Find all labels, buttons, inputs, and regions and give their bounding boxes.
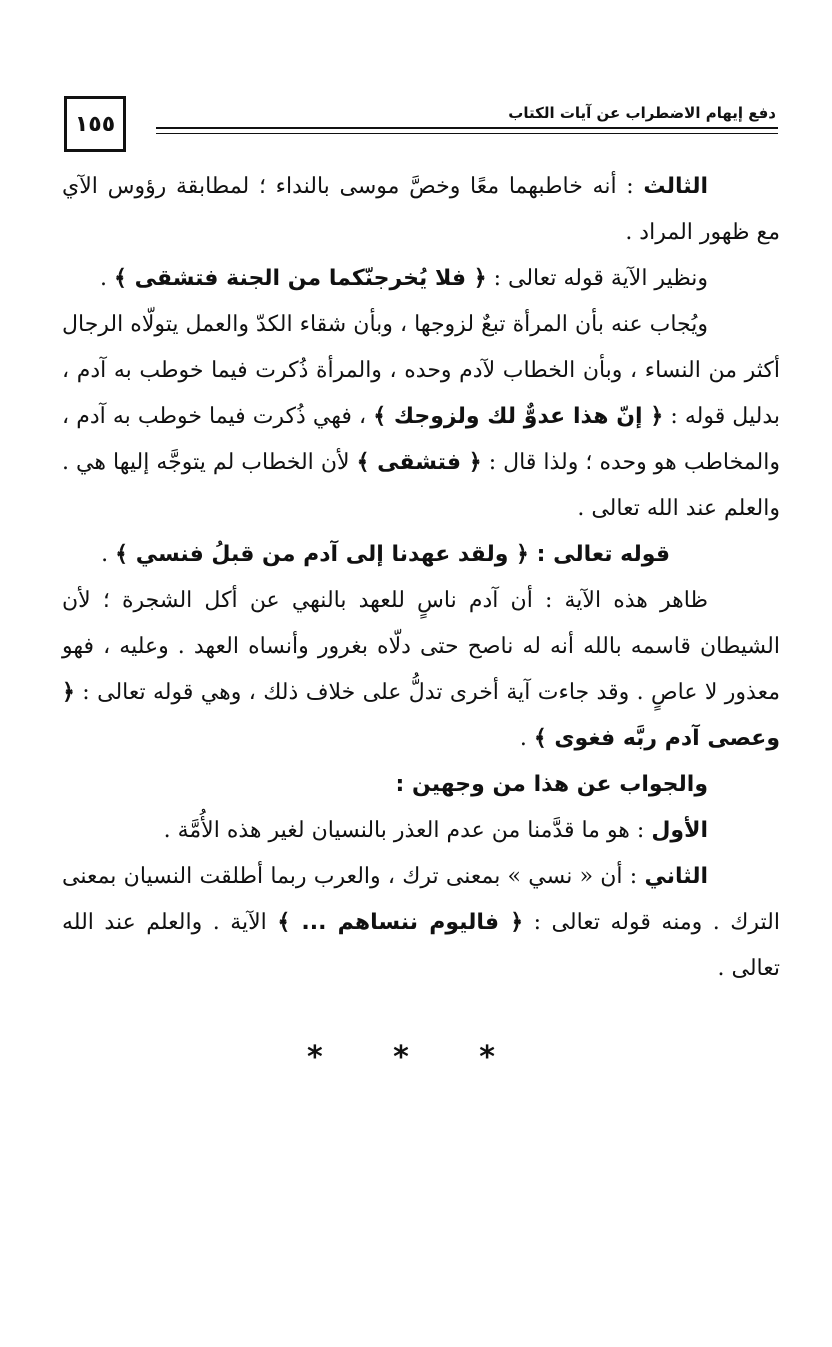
paragraph-third (62, 164, 780, 256)
paragraph-apparent-meaning (62, 578, 780, 762)
paragraph-text: . (100, 266, 115, 291)
header-rule-thick (156, 127, 778, 129)
lead-word: الأول (651, 818, 708, 843)
paragraph-text: ويُجاب عنه بأن المرأة تبعٌ لزوجها ، وبأن شقاء الكدّ والعمل يتولّاه الرجال أكثر من النساء ، وبأن الخطاب لآدم وحده ، والمرأة ذُكرت فيما خوطب به آدم ، بدليل قوله : (62, 312, 780, 429)
page-number (64, 96, 126, 152)
section-separator: * * * (307, 1040, 525, 1075)
paragraph-first (62, 808, 780, 854)
lead-word: الثالث (643, 174, 708, 199)
quran-verse: ﴿ فتشقى ﴾ (356, 450, 482, 475)
paragraph-analogous-verse (62, 256, 780, 302)
heading-text: والجواب عن هذا من وجهين : (395, 772, 708, 797)
paragraph-text: : أنه خاطبهما معًا وخصَّ موسى بالنداء ؛ لمطابقة رؤوس الآي مع ظهور المراد . (62, 174, 780, 245)
quran-verse: ﴿ وعصى آدم ربَّه فغوى ﴾ (62, 680, 780, 751)
quran-verse: ﴿ فلا يُخرجنّكما من الجنة فتشقى ﴾ (114, 266, 487, 291)
paragraph-text: ونظير الآية قوله تعالى : (486, 266, 708, 291)
paragraph-text: الآية . والعلم عند الله تعالى . (62, 910, 780, 981)
quran-verse: ﴿ إنّ هذا عدوٌّ لك ولزوجك ﴾ (373, 404, 664, 429)
answer-heading (62, 762, 780, 808)
running-title: دفع إيهام الاضطراب عن آيات الكتاب (508, 104, 776, 122)
paragraph-text: ظاهر هذه الآية : أن آدم ناسٍ للعهد بالنهي عن أكل الشجرة ؛ لأن الشيطان قاسمه بالله أنه له ناصح حتى دلّاه بغرور وأنساه العهد . وعليه ، فهو معذور لا عاصٍ . وقد جاءت آية أخرى تدلُّ على خلاف ذلك ، وهي قوله تعالى : (62, 588, 780, 705)
paragraph-text: : أن « نسي » بمعنى ترك ، والعرب ربما أطلقت النسيان بمعنى الترك . ومنه قوله تعالى : (62, 864, 780, 935)
paragraph-text: : هو ما قدَّمنا من عدم العذر بالنسيان لغير هذه الأُمَّة . (163, 818, 652, 843)
quran-verse: ﴿ فاليوم ننساهم ... ﴾ (277, 910, 524, 935)
paragraph-text: ، فهي ذُكرت فيما خوطب به آدم ، والمخاطب هو وحده ؛ ولذا قال : (62, 404, 780, 475)
page-number-text: ١٥٥ (74, 111, 116, 137)
paragraph-text: . (519, 726, 534, 751)
header-rule-thin (156, 133, 778, 134)
quran-verse: ﴿ ولقد عهدنا إلى آدم من قبلُ فنسي ﴾ (115, 542, 529, 567)
paragraph-text: لأن الخطاب لم يتوجَّه إليها هي . والعلم عند الله تعالى . (62, 450, 780, 521)
paragraph-answer (62, 302, 780, 532)
paragraph-text: . (101, 542, 116, 567)
lead-word: الثاني (644, 864, 708, 889)
section-heading (62, 532, 780, 578)
body-text (62, 164, 780, 992)
heading-lead: قوله تعالى : (528, 542, 670, 567)
paragraph-second (62, 854, 780, 992)
